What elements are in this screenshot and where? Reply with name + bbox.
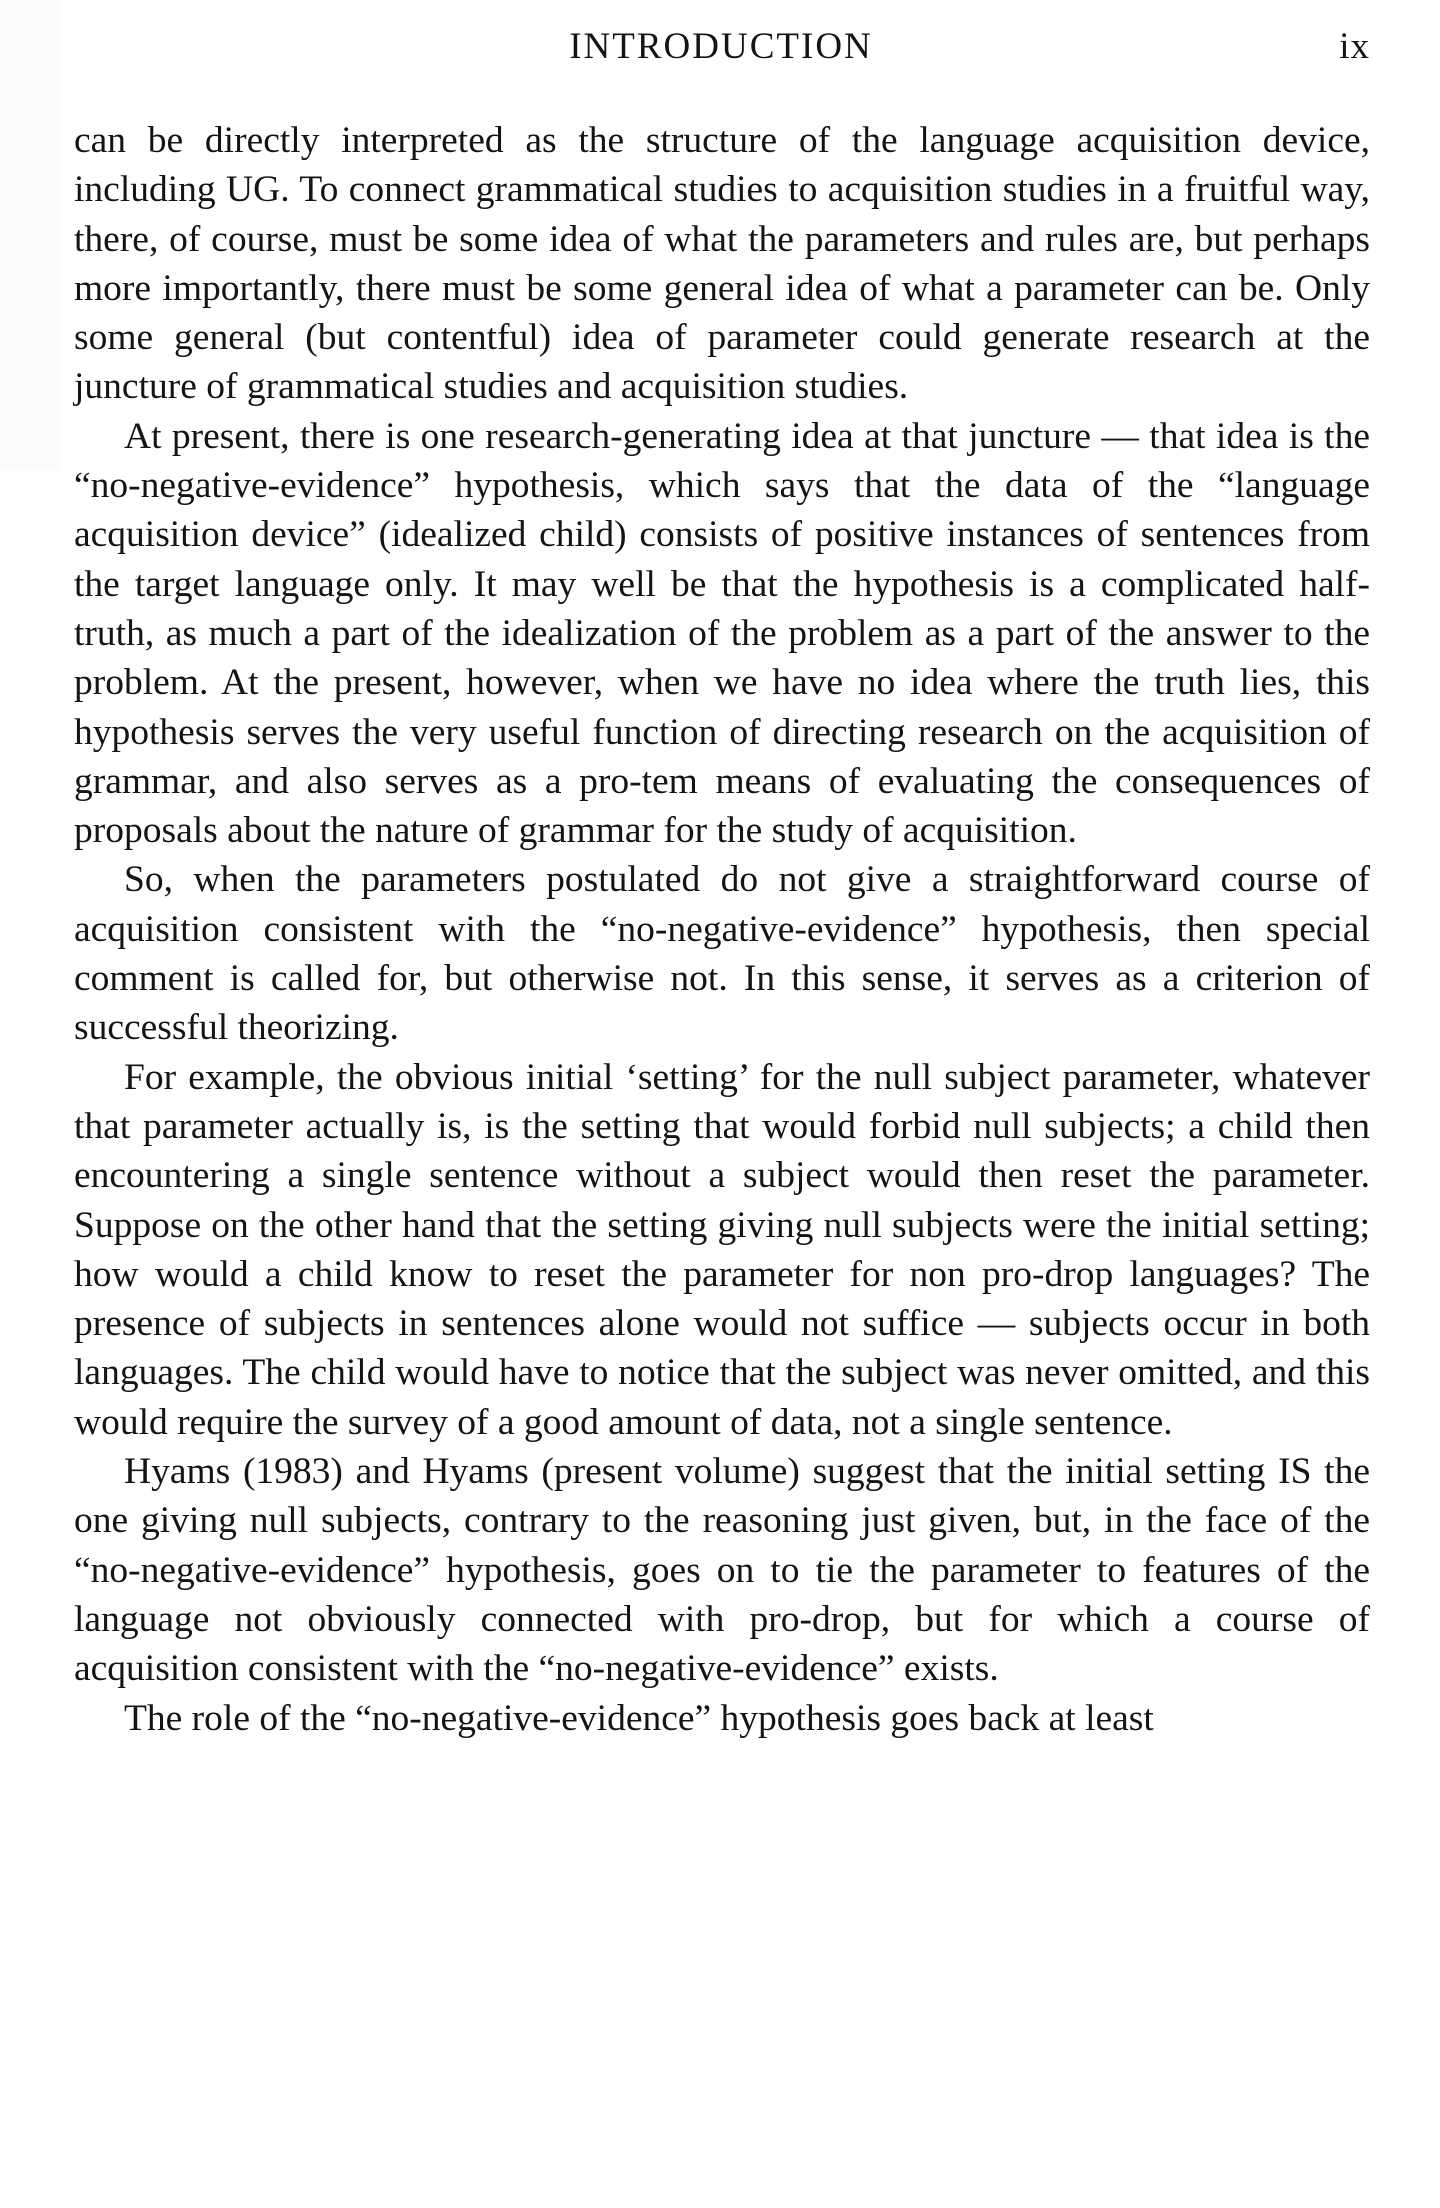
paragraph: At present, there is one research-generating idea at that juncture — that idea is the “no-negative-evidence” hypothesis, which says that the data of the “language acquisition device” (idealized child) consists of positive instances of sentences from the target language only. It may well be that the hypothesis is a complicated half-truth, as much a part of the idealization of the problem as a part of the answer to the problem. At the present, however, when we have no idea where the truth lies, this hypothesis serves the very useful function of directing research on the acquisition of grammar, and also serves as a pro-tem means of evaluating the consequences of proposals about the nature of grammar for the study of acquisition. [74,415,1370,852]
scan-edge-shading [0,0,60,470]
paragraph: The role of the “no-negative-evidence” hypothesis goes back at least [124,1697,1154,1739]
page-number: ix [1339,26,1370,67]
running-head: INTRODUCTION [569,26,873,67]
paragraph: For example, the obvious initial ‘setting’ for the null subject parameter, whatever that parameter actually is, is the setting that would forbid null subjects; a child then encountering a single sentence without a subject would then reset the parameter. Suppose on the other hand that the setting giving null subjects were the initial setting; how would a child know to reset the parameter for non pro-drop languages? The presence of subjects in sentences alone would not suffice — subjects occur in both languages. The child would have to notice that the subject was never omitted, and this would require the survey of a good amount of data, not a single sentence. [74,1056,1370,1443]
paragraph: Hyams (1983) and Hyams (present volume) suggest that the initial setting IS the one giving null subjects, contrary to the reasoning just given, but, in the face of the “no-negative-evidence” hypothesis, goes on to tie the parameter to features of the language not obviously connected with pro-drop, but for which a course of acquisition consistent with the “no-negative-evidence” exists. [74,1451,1370,1690]
page-header [72,22,1370,72]
paragraph: So, when the parameters postulated do not give a straightforward course of acquisition consistent with the “no-negative-evidence” hypothesis, then special comment is called for, but otherwise not. In this sense, it serves as a criterion of successful theorizing. [74,859,1370,1049]
paragraph-continued: can be directly interpreted as the structure of the language acquisition device, including UG. To connect grammatical studies to acquisition studies in a fruitful way, there, of course, must be some idea of what the parameters and rules are, but perhaps more importantly, there must be some general idea of what a parameter can be. Only some general (but contentful) idea of parameter could generate research at the juncture of grammatical studies and acquisition studies. [74,120,1370,408]
body-text [74,116,1370,1743]
